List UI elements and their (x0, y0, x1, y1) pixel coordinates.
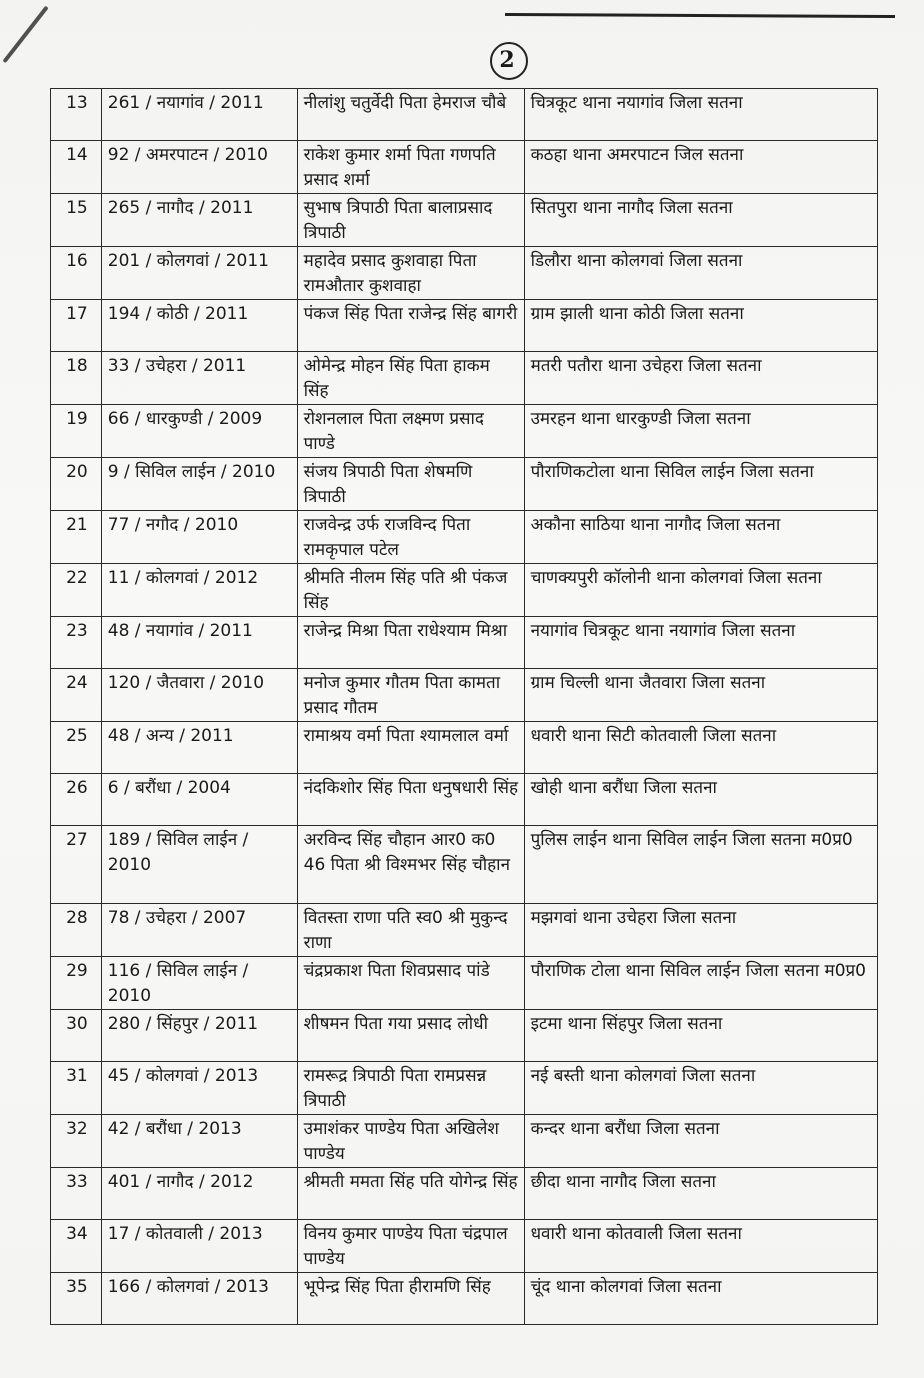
case-number-cell: 92 / अमरपाटन / 2010 (101, 141, 297, 194)
table-row (51, 1010, 878, 1062)
table-row (51, 300, 878, 352)
case-number-cell: 48 / अन्य / 2011 (101, 722, 297, 774)
serial-number-cell: 15 (51, 194, 102, 247)
serial-number-cell: 18 (51, 352, 102, 405)
top-rule-line (505, 13, 895, 18)
address-cell: कन्दर थाना बरौंधा जिला सतना (524, 1115, 877, 1168)
table-row (51, 1220, 878, 1273)
table-row (51, 141, 878, 194)
address-cell: चाणक्यपुरी कॉलोनी थाना कोलगवां जिला सतना (524, 564, 877, 617)
address-cell: ग्राम चिल्ली थाना जैतवारा जिला सतना (524, 669, 877, 722)
table-row (51, 458, 878, 511)
case-number-cell: 48 / नयागांव / 2011 (101, 617, 297, 669)
address-cell: मझगवां थाना उचेहरा जिला सतना (524, 904, 877, 957)
serial-number-cell: 22 (51, 564, 102, 617)
address-cell: कठहा थाना अमरपाटन जिल सतना (524, 141, 877, 194)
table-row (51, 617, 878, 669)
address-cell: पौराणिकटोला थाना सिविल लाईन जिला सतना (524, 458, 877, 511)
person-name-cell: ओमेन्द्र मोहन सिंह पिता हाकम सिंह (297, 352, 524, 405)
case-number-cell: 280 / सिंहपुर / 2011 (101, 1010, 297, 1062)
table-row (51, 904, 878, 957)
serial-number-cell: 25 (51, 722, 102, 774)
case-number-cell: 17 / कोतवाली / 2013 (101, 1220, 297, 1273)
serial-number-cell: 27 (51, 826, 102, 904)
case-number-cell: 261 / नयागांव / 2011 (101, 89, 297, 141)
person-name-cell: रामाश्रय वर्मा पिता श्यामलाल वर्मा (297, 722, 524, 774)
address-cell: डिलौरा थाना कोलगवां जिला सतना (524, 247, 877, 300)
person-name-cell: चंद्रप्रकाश पिता शिवप्रसाद पांडे (297, 957, 524, 1010)
case-number-cell: 201 / कोलगवां / 2011 (101, 247, 297, 300)
case-number-cell: 194 / कोठी / 2011 (101, 300, 297, 352)
table-row (51, 1168, 878, 1220)
case-number-cell: 66 / धारकुण्डी / 2009 (101, 405, 297, 458)
table-row (51, 405, 878, 458)
case-number-cell: 265 / नागौद / 2011 (101, 194, 297, 247)
case-number-cell: 78 / उचेहरा / 2007 (101, 904, 297, 957)
table-row (51, 511, 878, 564)
serial-number-cell: 29 (51, 957, 102, 1010)
person-name-cell: सुभाष त्रिपाठी पिता बालाप्रसाद त्रिपाठी (297, 194, 524, 247)
case-number-cell: 166 / कोलगवां / 2013 (101, 1273, 297, 1325)
case-number-cell: 42 / बरौंधा / 2013 (101, 1115, 297, 1168)
serial-number-cell: 16 (51, 247, 102, 300)
serial-number-cell: 13 (51, 89, 102, 141)
address-cell: पौराणिक टोला थाना सिविल लाईन जिला सतना म0प्र0 (524, 957, 877, 1010)
table-row (51, 826, 878, 904)
serial-number-cell: 21 (51, 511, 102, 564)
person-name-cell: विनय कुमार पाण्डेय पिता चंद्रपाल पाण्डेय (297, 1220, 524, 1273)
serial-number-cell: 35 (51, 1273, 102, 1325)
table-row (51, 89, 878, 141)
serial-number-cell: 17 (51, 300, 102, 352)
serial-number-cell: 33 (51, 1168, 102, 1220)
case-number-cell: 9 / सिविल लाईन / 2010 (101, 458, 297, 511)
case-number-cell: 33 / उचेहरा / 2011 (101, 352, 297, 405)
table-row (51, 194, 878, 247)
case-number-cell: 6 / बरौंधा / 2004 (101, 774, 297, 826)
address-cell: चूंद थाना कोलगवां जिला सतना (524, 1273, 877, 1325)
person-name-cell: नंदकिशोर सिंह पिता धनुषधारी सिंह (297, 774, 524, 826)
serial-number-cell: 20 (51, 458, 102, 511)
person-name-cell: रामरूद्र त्रिपाठी पिता रामप्रसन्न त्रिपाठी (297, 1062, 524, 1115)
table-row (51, 957, 878, 1010)
serial-number-cell: 34 (51, 1220, 102, 1273)
person-name-cell: राजवेन्द्र उर्फ राजविन्द पिता रामकृपाल पटेल (297, 511, 524, 564)
address-cell: उमरहन थाना धारकुण्डी जिला सतना (524, 405, 877, 458)
address-cell: छीदा थाना नागौद जिला सतना (524, 1168, 877, 1220)
person-name-cell: वितस्ता राणा पति स्व0 श्री मुकुन्द राणा (297, 904, 524, 957)
person-name-cell: श्रीमति नीलम सिंह पति श्री पंकज सिंह (297, 564, 524, 617)
serial-number-cell: 26 (51, 774, 102, 826)
case-number-cell: 77 / नगौद / 2010 (101, 511, 297, 564)
serial-number-cell: 23 (51, 617, 102, 669)
serial-number-cell: 30 (51, 1010, 102, 1062)
person-name-cell: अरविन्द सिंह चौहान आर0 क0 46 पिता श्री विश्मभर सिंह चौहान (297, 826, 524, 904)
case-number-cell: 45 / कोलगवां / 2013 (101, 1062, 297, 1115)
person-name-cell: महादेव प्रसाद कुशवाहा पिता रामऔतार कुशवाहा (297, 247, 524, 300)
serial-number-cell: 19 (51, 405, 102, 458)
table-row (51, 722, 878, 774)
person-name-cell: राजेन्द्र मिश्रा पिता राधेश्याम मिश्रा (297, 617, 524, 669)
person-name-cell: पंकज सिंह पिता राजेन्द्र सिंह बागरी (297, 300, 524, 352)
person-name-cell: भूपेन्द्र सिंह पिता हीरामणि सिंह (297, 1273, 524, 1325)
records-table (50, 88, 878, 1325)
serial-number-cell: 28 (51, 904, 102, 957)
pen-mark (2, 6, 48, 64)
table-row (51, 669, 878, 722)
table-row (51, 247, 878, 300)
table-row (51, 564, 878, 617)
person-name-cell: श्रीमती ममता सिंह पति योगेन्द्र सिंह (297, 1168, 524, 1220)
person-name-cell: रोशनलाल पिता लक्ष्मण प्रसाद पाण्डे (297, 405, 524, 458)
address-cell: धवारी थाना सिटी कोतवाली जिला सतना (524, 722, 877, 774)
address-cell: इटमा थाना सिंहपुर जिला सतना (524, 1010, 877, 1062)
person-name-cell: नीलांशु चतुर्वेदी पिता हेमराज चौबे (297, 89, 524, 141)
address-cell: अकौना साठिया थाना नागौद जिला सतना (524, 511, 877, 564)
records-table-body (51, 89, 878, 1325)
address-cell: नई बस्ती थाना कोलगवां जिला सतना (524, 1062, 877, 1115)
address-cell: चित्रकूट थाना नयागांव जिला सतना (524, 89, 877, 141)
address-cell: मतरी पतौरा थाना उचेहरा जिला सतना (524, 352, 877, 405)
person-name-cell: मनोज कुमार गौतम पिता कामता प्रसाद गौतम (297, 669, 524, 722)
address-cell: सितपुरा थाना नागौद जिला सतना (524, 194, 877, 247)
table-row (51, 1062, 878, 1115)
address-cell: धवारी थाना कोतवाली जिला सतना (524, 1220, 877, 1273)
person-name-cell: शीषमन पिता गया प्रसाद लोधी (297, 1010, 524, 1062)
serial-number-cell: 32 (51, 1115, 102, 1168)
page-number (482, 40, 532, 80)
case-number-cell: 120 / जैतवारा / 2010 (101, 669, 297, 722)
page-number-text: 2 (499, 47, 515, 73)
table-row (51, 1273, 878, 1325)
table-row (51, 1115, 878, 1168)
address-cell: नयागांव चित्रकूट थाना नयागांव जिला सतना (524, 617, 877, 669)
serial-number-cell: 31 (51, 1062, 102, 1115)
case-number-cell: 401 / नागौद / 2012 (101, 1168, 297, 1220)
case-number-cell: 189 / सिविल लाईन / 2010 (101, 826, 297, 904)
person-name-cell: राकेश कुमार शर्मा पिता गणपति प्रसाद शर्मा (297, 141, 524, 194)
serial-number-cell: 24 (51, 669, 102, 722)
table-row (51, 352, 878, 405)
serial-number-cell: 14 (51, 141, 102, 194)
case-number-cell: 116 / सिविल लाईन / 2010 (101, 957, 297, 1010)
address-cell: ग्राम झाली थाना कोठी जिला सतना (524, 300, 877, 352)
address-cell: खोही थाना बरौंधा जिला सतना (524, 774, 877, 826)
person-name-cell: संजय त्रिपाठी पिता शेषमणि त्रिपाठी (297, 458, 524, 511)
table-row (51, 774, 878, 826)
case-number-cell: 11 / कोलगवां / 2012 (101, 564, 297, 617)
person-name-cell: उमाशंकर पाण्डेय पिता अखिलेश पाण्डेय (297, 1115, 524, 1168)
address-cell: पुलिस लाईन थाना सिविल लाईन जिला सतना म0प्र0 (524, 826, 877, 904)
